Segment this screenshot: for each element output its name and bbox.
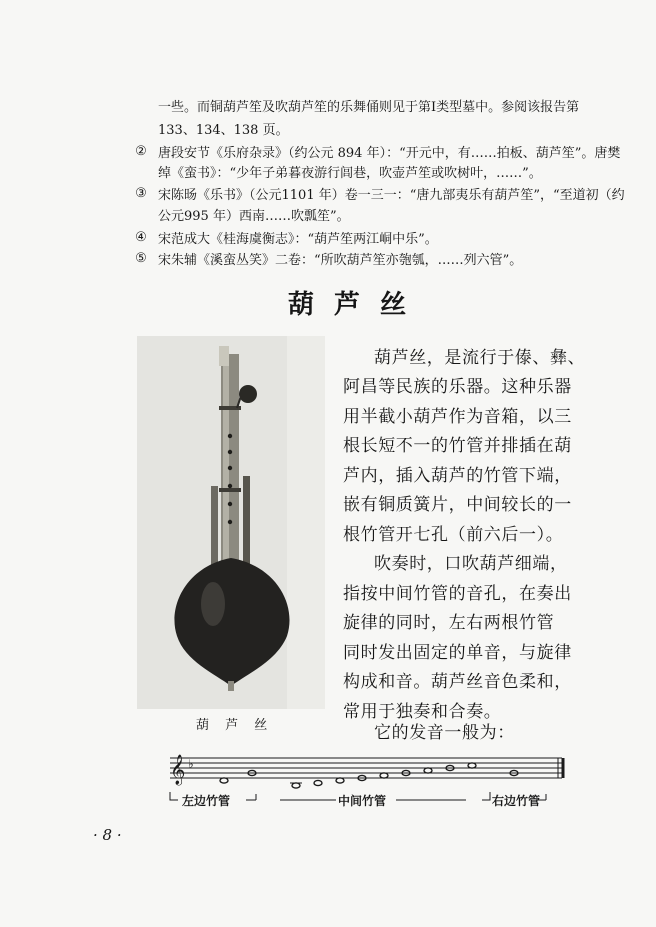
footnote-continuation-line: 133、134、138 页。 bbox=[158, 123, 289, 138]
body-line: 同时发出固定的单音，与旋律 bbox=[343, 643, 572, 663]
photo-caption: 葫 芦 丝 bbox=[196, 718, 274, 733]
footnote-line: 宋陈旸《乐书》（公元1101 年）卷一三一：“唐九部夷乐有葫芦笙”，“至道初（约 bbox=[158, 188, 625, 203]
body-line: 它的发音一般为： bbox=[374, 723, 515, 743]
footnote-marker: ② bbox=[135, 144, 147, 159]
body-line: 根竹管开七孔（前六后一）。 bbox=[343, 525, 564, 545]
footnote-continuation-line: 一些。而铜葫芦笙及吹葫芦笙的乐舞俑则见于第Ⅰ类型墓中。参阅该报告第 bbox=[158, 100, 580, 115]
treble-clef-icon: 𝄞 bbox=[170, 755, 186, 785]
body-line: 常用于独奏和合奏。 bbox=[343, 702, 502, 722]
body-line: 旋律的同时，左右两根竹管 bbox=[343, 613, 555, 633]
page-number: · 8 · bbox=[93, 826, 122, 844]
footnote-marker: ⑤ bbox=[135, 251, 147, 266]
body-line: 嵌有铜质簧片，中间较长的一 bbox=[343, 495, 572, 515]
body-line: 芦内，插入葫芦的竹管下端， bbox=[343, 466, 572, 486]
music-staff bbox=[166, 748, 568, 808]
footnote-marker: ③ bbox=[135, 186, 147, 201]
hulusi-photo bbox=[137, 336, 325, 709]
section-title: 葫芦丝 bbox=[288, 290, 427, 320]
footnote-line: 宋朱辅《溪蛮丛笑》二卷：“所吹葫芦笙亦匏瓠，……列六管”。 bbox=[158, 253, 523, 268]
staff-label-middle: 中间竹管 bbox=[338, 794, 387, 808]
body-line: 吹奏时，口吹葫芦细端， bbox=[374, 554, 568, 574]
body-line: 阿昌等民族的乐器。这种乐器 bbox=[343, 377, 572, 397]
staff-label-left: 左边竹管 bbox=[182, 794, 231, 808]
body-line: 指按中间竹管的音孔，在奏出 bbox=[343, 584, 572, 604]
body-line: 根长短不一的竹管并排插在葫 bbox=[343, 436, 572, 456]
flat-sign-icon: ♭ bbox=[188, 757, 194, 771]
body-line: 构成和音。葫芦丝音色柔和， bbox=[343, 672, 572, 692]
hulusi-instrument-illustration bbox=[137, 336, 325, 709]
footnote-line: 宋范成大《桂海虞衡志》：“葫芦笙两江峒中乐”。 bbox=[158, 232, 438, 247]
staff-label-right: 右边竹管 bbox=[492, 794, 541, 808]
footnote-line: 公元995 年）西南……吹瓢笙”。 bbox=[158, 209, 350, 224]
body-line: 葫芦丝，是流行于傣、彝、 bbox=[374, 348, 586, 368]
footnote-line: 绰《蛮书》：“少年子弟暮夜游行闾巷，吹壶芦笙或吹树叶，……”。 bbox=[158, 166, 542, 181]
body-line: 用半截小葫芦作为音箱，以三 bbox=[343, 407, 572, 427]
footnote-marker: ④ bbox=[135, 230, 147, 245]
footnote-line: 唐段安节《乐府杂录》（约公元 894 年）：“开元中，有……拍板、葫芦笙”。唐樊 bbox=[158, 146, 621, 161]
